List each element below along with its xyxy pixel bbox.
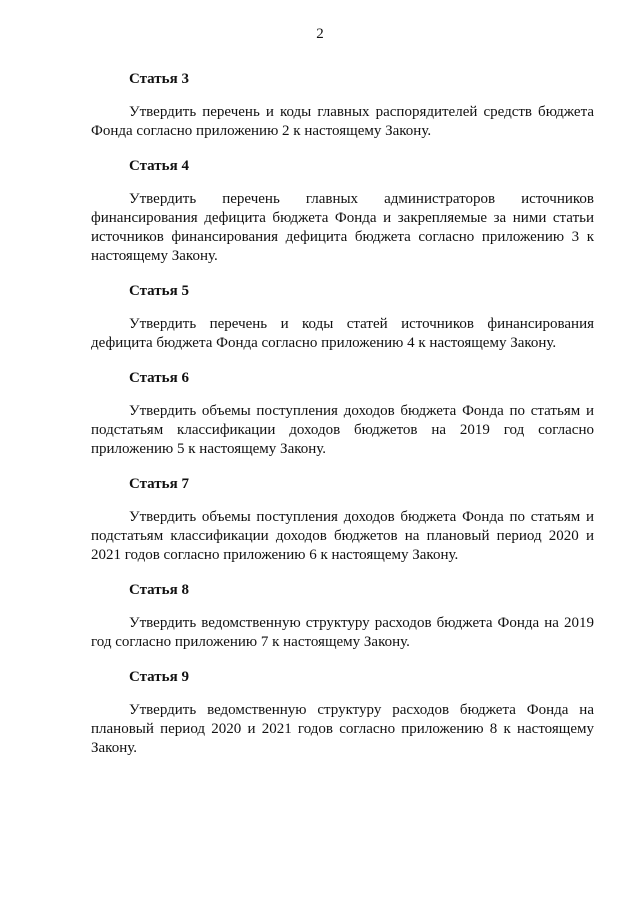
article-text: Утвердить объемы поступления доходов бюджета Фонда по статьям и подстатьям классификации доходов бюджетов на 2019 год согласно приложению 5 к настоящему Закону. [91, 403, 594, 457]
article-7 [91, 475, 594, 565]
article-title: Статья 5 [129, 283, 189, 299]
document-body [91, 70, 594, 774]
article-title: Статья 8 [129, 582, 189, 598]
article-text: Утвердить ведомственную структуру расходов бюджета Фонда на плановый период 2020 и 2021 годов согласно приложению 8 к настоящему Закону. [91, 702, 594, 756]
page-number: 2 [316, 26, 324, 42]
article-8 [91, 581, 594, 652]
article-text: Утвердить перечень главных администраторов источников финансирования дефицита бюджета Фонда и закрепляемые за ними статьи источников финансирования дефицита бюджета согласно приложению 3 к настоящему Закону. [91, 191, 594, 264]
article-text: Утвердить перечень и коды главных распорядителей средств бюджета Фонда согласно приложению 2 к настоящему Закону. [91, 104, 594, 139]
article-6 [91, 369, 594, 459]
article-title: Статья 9 [129, 669, 189, 685]
article-text: Утвердить ведомственную структуру расходов бюджета Фонда на 2019 год согласно приложению 7 к настоящему Закону. [91, 615, 594, 650]
article-9 [91, 668, 594, 758]
article-title: Статья 3 [129, 71, 189, 87]
article-text: Утвердить перечень и коды статей источников финансирования дефицита бюджета Фонда согласно приложению 4 к настоящему Закону. [91, 316, 594, 351]
article-4 [91, 157, 594, 266]
article-title: Статья 4 [129, 158, 189, 174]
article-3 [91, 70, 594, 141]
article-5 [91, 282, 594, 353]
article-title: Статья 7 [129, 476, 189, 492]
article-title: Статья 6 [129, 370, 189, 386]
article-text: Утвердить объемы поступления доходов бюджета Фонда по статьям и подстатьям классификации доходов бюджетов на плановый период 2020 и 2021 годов согласно приложению 6 к настоящему Закону. [91, 509, 594, 563]
